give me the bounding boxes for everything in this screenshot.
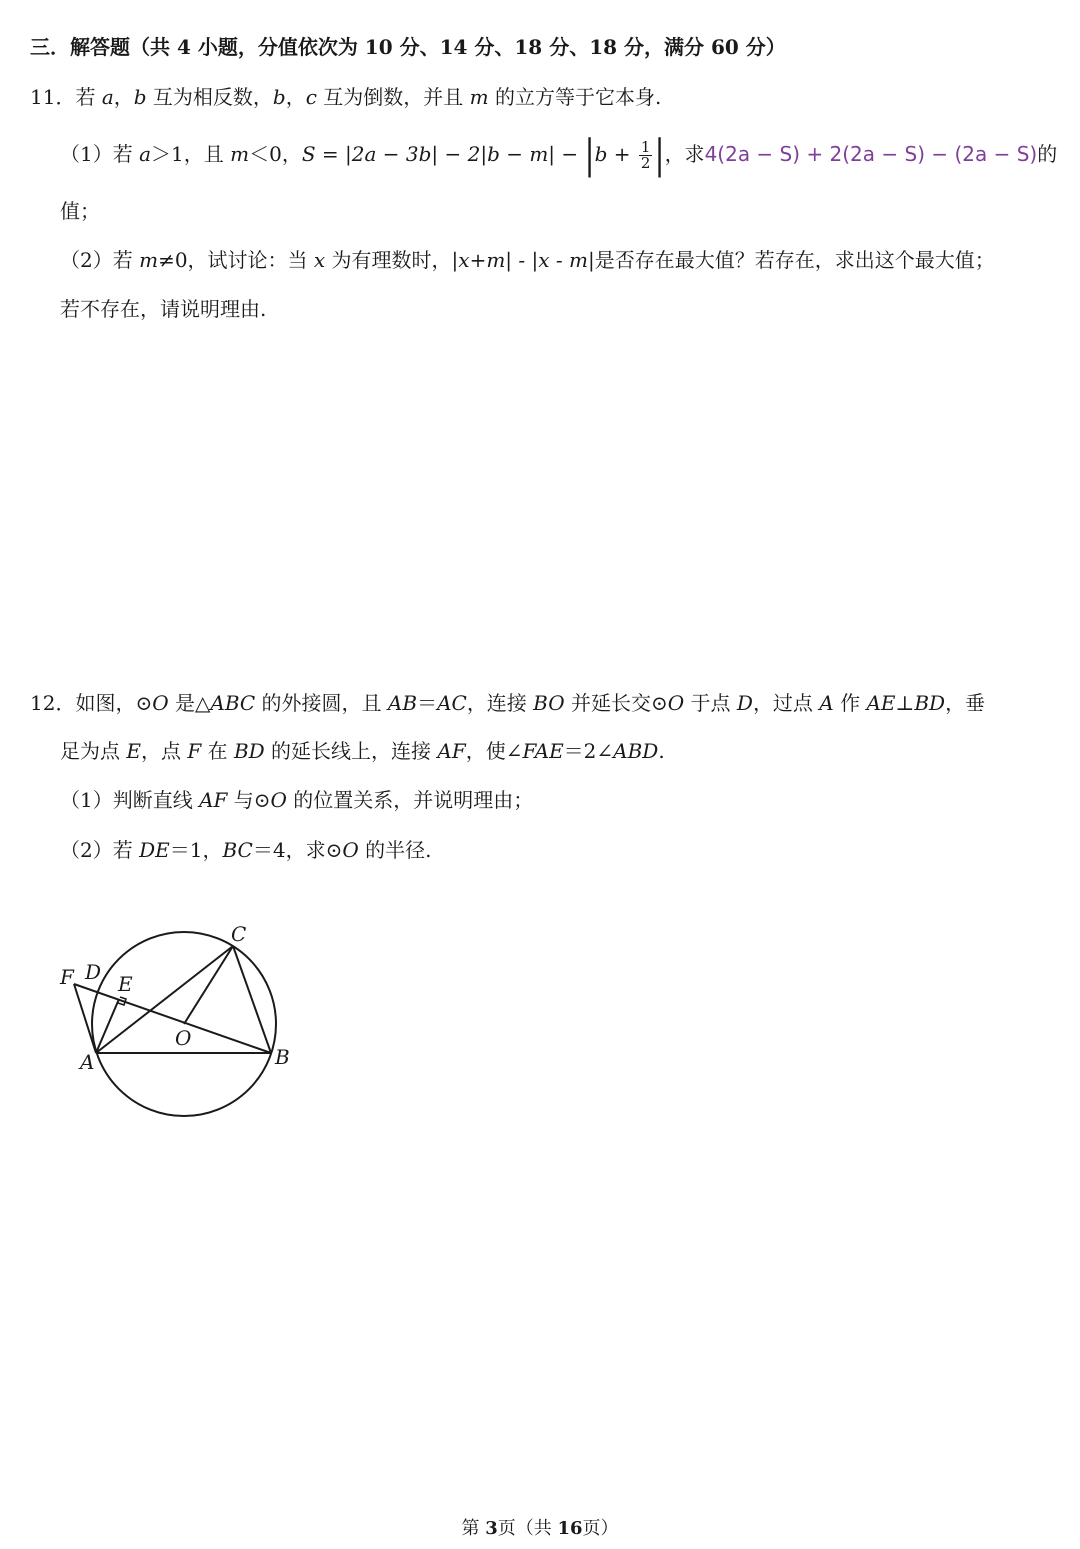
page-footer: 第 3页（共 16页） [461, 1518, 619, 1539]
label-D: D [85, 960, 102, 984]
label-A: A [80, 1050, 95, 1074]
s-definition: S = |2a − 3b| − 2|b − m| − [301, 142, 585, 166]
q12-stem-line2: 足为点 E，点 F 在 BD 的延长线上，连接 AF，使∠FAE＝2∠ABD. [60, 739, 665, 763]
label-B: B [275, 1045, 290, 1069]
q11-part2: （2）若 m≠0，试讨论：当 x 为有理数时，|x+m| - |x - m|是否存在最大值？若存在，求出这个最大值； [60, 248, 995, 272]
q12-part2: （2）若 DE＝1，BC＝4，求⊙O 的半径. [60, 838, 432, 862]
q12-part1: （1）判断直线 AF 与⊙O 的位置关系，并说明理由； [60, 788, 534, 812]
total-pages: 16 [557, 1518, 583, 1539]
fraction-half: $\frac{1}{2}$ [640, 138, 651, 172]
label-O: O [175, 1026, 192, 1050]
label-E: E [118, 972, 133, 996]
label-C: C [231, 922, 247, 946]
q11-part1: （1）若 a＞1，且 m＜0，S = |2a − 3b| − 2|b − m| − |b + $\frac{1}{2}$ |，求4(2a − S) + 2(2a − S) − (2a − S)的 [60, 131, 1058, 179]
q11-part1-cont: 值； [60, 199, 100, 223]
q11-part2-cont: 若不存在，请说明理由. [60, 297, 267, 321]
highlighted-expression: 4(2a − S) + 2(2a − S) − (2a − S) [704, 142, 1038, 166]
label-F: F [60, 965, 74, 989]
q11-stem: 11．若 a，b 互为相反数，b，c 互为倒数，并且 m 的立方等于它本身. [30, 85, 662, 109]
section-title: 三．解答题（共 4 小题，分值依次为 10 分、14 分、18 分、18 分，满分 60 分） [30, 35, 786, 59]
current-page: 3 [485, 1518, 498, 1539]
segment-OC [184, 946, 233, 1024]
q12-stem-line1: 12．如图，⊙O 是△ABC 的外接圆，且 AB＝AC，连接 BO 并延长交⊙O 于点 D，过点 A 作 AE⊥BD，垂 [30, 691, 986, 715]
